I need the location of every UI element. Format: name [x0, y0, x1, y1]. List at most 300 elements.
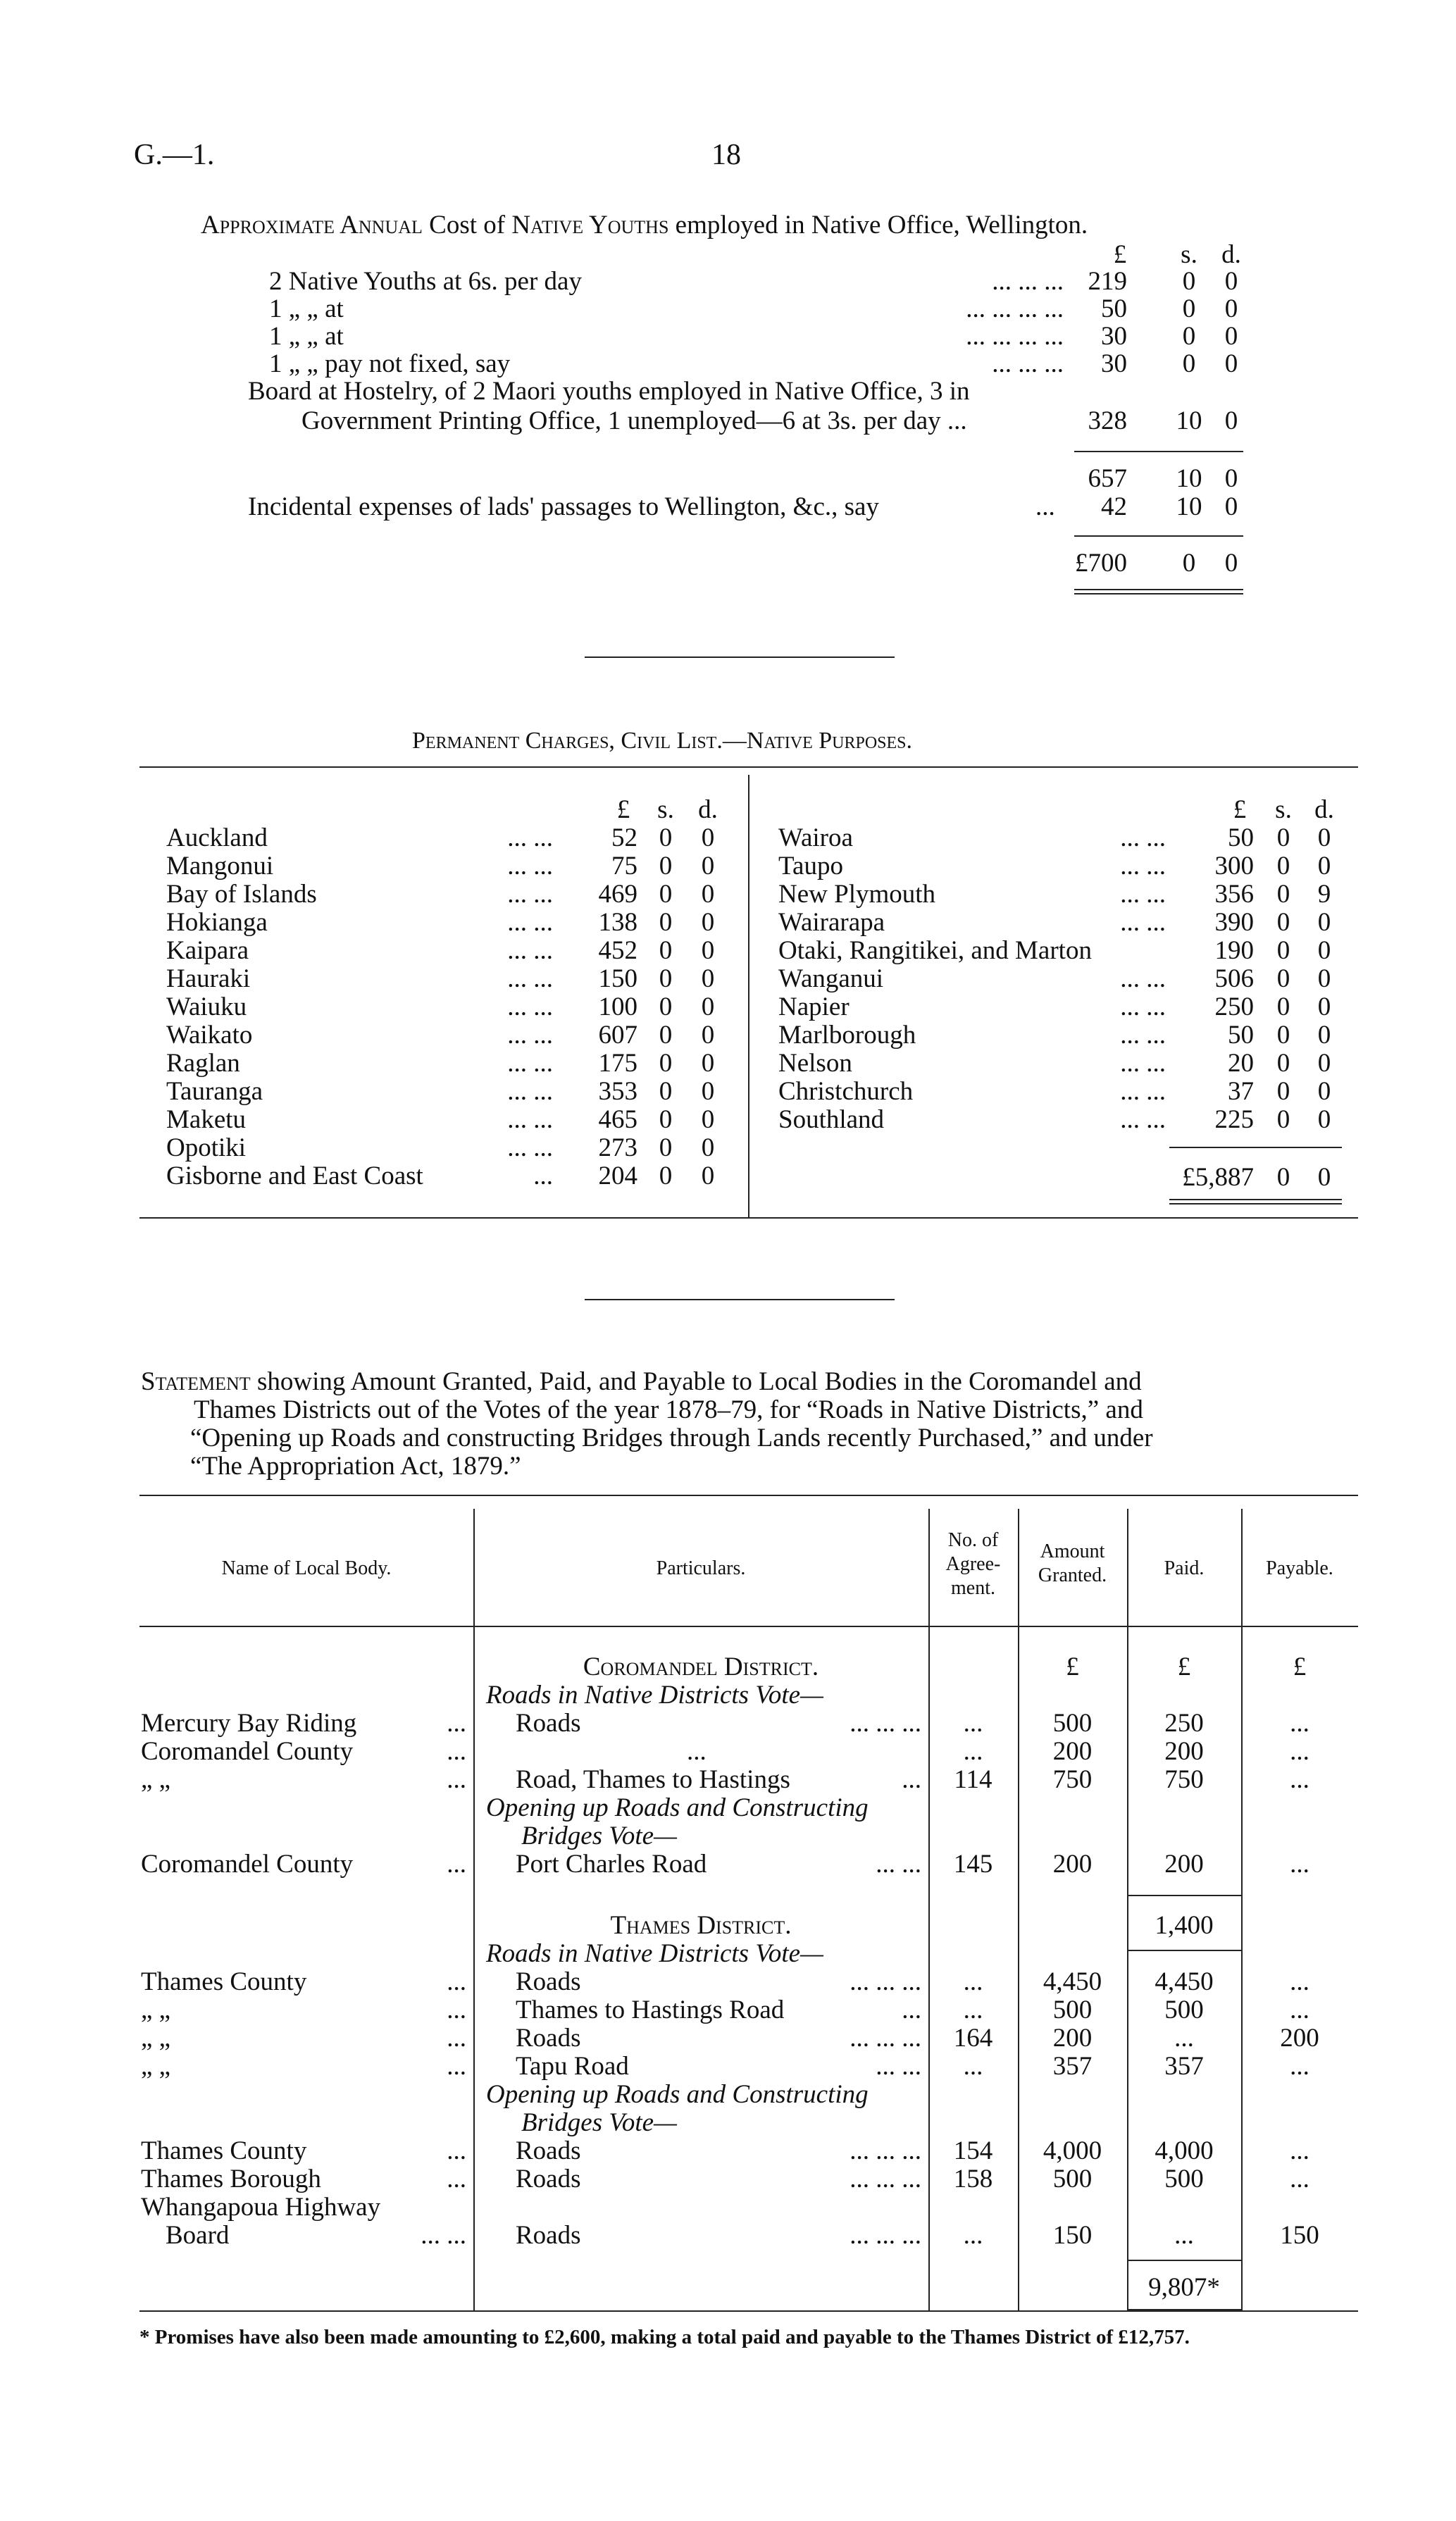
stmt-row-particulars-dots: ... [902, 1765, 921, 1794]
perm-total-double-rule-1 [1169, 1199, 1342, 1200]
perm-right-shillings: 0 [1276, 823, 1290, 852]
cost-total-pounds: £700 [1075, 549, 1127, 578]
perm-left-pounds: 469 [598, 880, 637, 909]
perm-right-dots: ... ... [1120, 823, 1166, 852]
cost-subtotal-shillings: 10 [1176, 464, 1202, 493]
document-reference: G.—1. [134, 139, 215, 171]
cost-board-line2: Government Printing Office, 1 unemployed—6 at 3s. per day ... [301, 406, 967, 435]
stmt-row-body: „ „ [141, 1765, 171, 1794]
permanent-title-sc1: Permanent Charges, Civil List. [412, 728, 723, 754]
perm-left-shillings: 0 [659, 964, 673, 993]
cost-subtotal-pence: 0 [1224, 464, 1238, 493]
perm-right-shillings: 0 [1276, 1105, 1290, 1134]
perm-left-pounds: 150 [598, 964, 637, 993]
perm-total-pounds: £5,887 [1182, 1163, 1254, 1192]
perm-left-pounds: 452 [598, 936, 637, 965]
perm-left-pence: 0 [701, 908, 715, 937]
cost-row-pounds: 50 [1101, 294, 1127, 323]
perm-left-name: Waiuku [166, 992, 247, 1021]
stmt-coro-vote-opening-2: Bridges Vote— [521, 1822, 677, 1850]
perm-right-col-pounds: £ [1233, 795, 1247, 824]
stmt-whangapoua-body-dots: ... ... [421, 2221, 466, 2250]
perm-right-name: Wanganui [778, 964, 884, 993]
perm-right-pence: 0 [1317, 852, 1331, 880]
perm-left-pence: 0 [701, 1133, 715, 1162]
perm-left-shillings: 0 [659, 880, 673, 909]
stmt-row-paid: 750 [1164, 1765, 1204, 1794]
stmt-row-granted: 500 [1052, 1996, 1093, 2024]
statement-title-sc: Statement [141, 1367, 251, 1396]
statement-line-3: “Opening up Roads and constructing Bridges through Lands recently Purchased,” and under [190, 1424, 1153, 1452]
cost-title-word1: Cost [429, 211, 477, 239]
cost-subtotal-pounds: 657 [1088, 464, 1127, 493]
stmt-header-agree-3: ment. [951, 1577, 995, 1599]
stmt-row-agreement: 158 [953, 2165, 993, 2193]
stmt-row-body: „ „ [141, 2052, 171, 2081]
perm-left-pence: 0 [701, 1021, 715, 1050]
cost-row-shillings: 0 [1182, 349, 1196, 378]
perm-left-pence: 0 [701, 880, 715, 909]
perm-left-dots: ... ... [507, 1077, 553, 1106]
perm-right-dots: ... ... [1120, 880, 1166, 909]
cost-row-dots: ... ... ... [992, 267, 1064, 296]
stmt-header-granted-1: Amount [1040, 1540, 1105, 1562]
stmt-row-agreement: ... [963, 1709, 983, 1738]
stmt-row-granted: 357 [1052, 2052, 1093, 2081]
perm-right-shillings: 0 [1276, 908, 1290, 937]
perm-left-pounds: 465 [598, 1105, 637, 1134]
cost-title-sc1: Approximate Annual [201, 211, 423, 239]
stmt-row-granted: 750 [1052, 1765, 1093, 1794]
stmt-row-particulars-dots: ... ... ... [850, 2024, 921, 2053]
stmt-row-particulars-dots: ... ... ... [850, 1967, 921, 1996]
cost-row-pounds: 219 [1088, 267, 1127, 296]
perm-left-dots: ... ... [507, 880, 553, 909]
statement-line-1-text: showing Amount Granted, Paid, and Payable to Local Bodies in the Coromandel and [256, 1367, 1142, 1396]
perm-left-pounds: 75 [611, 852, 637, 880]
stmt-thames-total: 9,807* [1148, 2273, 1220, 2302]
stmt-row-granted: 200 [1052, 2024, 1093, 2053]
perm-right-pounds: 390 [1214, 908, 1254, 937]
perm-right-name: Otaki, Rangitikei, and Marton [778, 936, 1092, 965]
perm-right-shillings: 0 [1276, 1077, 1290, 1106]
perm-left-dots: ... ... [507, 992, 553, 1021]
stmt-whangapoua-particulars-dots: ... ... ... [850, 2221, 921, 2250]
stmt-row-body: Thames County [141, 1967, 307, 1996]
perm-right-name: Southland [778, 1105, 885, 1134]
cost-row-pence: 0 [1224, 267, 1238, 296]
perm-left-pence: 0 [701, 964, 715, 993]
perm-left-name: Auckland [166, 823, 268, 852]
stmt-thames-vote-native: Roads in Native Districts Vote— [486, 1939, 823, 1968]
perm-left-dots: ... [533, 1162, 553, 1190]
stmt-row-body-dots: ... [447, 1850, 466, 1879]
stmt-row-body-dots: ... [447, 1709, 466, 1738]
perm-left-dots: ... ... [507, 1049, 553, 1078]
perm-left-pence: 0 [701, 852, 715, 880]
stmt-row-particulars: Roads [516, 2165, 581, 2193]
statement-line-2: Thames Districts out of the Votes of the year 1878–79, for “Roads in Native Districts,” and [194, 1395, 1143, 1424]
cost-row-label: 1 „ „ at [269, 322, 344, 351]
stmt-whangapoua-agreement: ... [963, 2221, 983, 2250]
cost-incidental-shillings: 10 [1176, 492, 1202, 521]
stmt-row-body: „ „ [141, 1996, 171, 2024]
stmt-row-agreement: ... [963, 1737, 983, 1766]
stmt-row-agreement: 145 [953, 1850, 993, 1879]
stmt-row-agreement: ... [963, 1996, 983, 2024]
stmt-row-paid: 200 [1164, 1737, 1204, 1766]
stmt-row-paid: 357 [1164, 2052, 1204, 2081]
perm-right-pounds: 225 [1214, 1105, 1254, 1134]
perm-left-name: Hokianga [166, 908, 268, 937]
stmt-header-agree-2: Agree- [945, 1553, 1001, 1575]
stmt-row-particulars: Port Charles Road [516, 1850, 707, 1879]
stmt-row-body-dots: ... [447, 2052, 466, 2081]
stmt-row-body: Mercury Bay Riding [141, 1709, 357, 1738]
stmt-header-paid: Paid. [1164, 1557, 1205, 1579]
perm-left-pence: 0 [701, 1049, 715, 1078]
perm-left-pounds: 100 [598, 992, 637, 1021]
perm-right-pounds: 250 [1214, 992, 1254, 1021]
cost-col-pence: d. [1221, 240, 1241, 269]
permanent-title-dash: — [722, 728, 747, 754]
stmt-whangapoua-line-2: Board [166, 2221, 230, 2250]
perm-right-name: Marlborough [778, 1021, 916, 1050]
perm-left-pounds: 52 [611, 823, 637, 852]
permanent-column-rule [748, 775, 749, 1217]
cost-title [201, 210, 1088, 241]
permanent-title [412, 726, 912, 757]
section-divider-2 [585, 1299, 895, 1300]
cost-row-pence: 0 [1224, 322, 1238, 351]
perm-right-name: New Plymouth [778, 880, 936, 909]
stmt-row-agreement: ... [963, 1967, 983, 1996]
cost-row-shillings: 0 [1182, 267, 1196, 296]
cost-row-pounds: 30 [1101, 349, 1127, 378]
stmt-currency-payable: £ [1293, 1652, 1307, 1681]
footnote: * Promises have also been made amounting to £2,600, making a total paid and payable to the Thames District of £12,757. [139, 2326, 1190, 2348]
perm-right-pounds: 506 [1214, 964, 1254, 993]
perm-total-shillings: 0 [1276, 1163, 1290, 1192]
perm-left-shillings: 0 [659, 1162, 673, 1190]
perm-right-pence: 0 [1317, 1105, 1331, 1134]
page-number: 18 [711, 139, 741, 171]
stmt-row-payable: ... [1290, 1765, 1309, 1794]
stmt-row-body-dots: ... [447, 2024, 466, 2053]
perm-right-pounds: 356 [1214, 880, 1254, 909]
cost-col-shillings: s. [1181, 240, 1197, 269]
perm-left-shillings: 0 [659, 1105, 673, 1134]
perm-right-dots: ... ... [1120, 1105, 1166, 1134]
perm-total-pence: 0 [1317, 1163, 1331, 1192]
stmt-column-rule [473, 1509, 475, 2310]
perm-right-dots: ... ... [1120, 1049, 1166, 1078]
stmt-row-granted: 500 [1052, 2165, 1093, 2193]
cost-board-pounds: 328 [1088, 406, 1127, 435]
stmt-row-body: Coromandel County [141, 1737, 354, 1766]
perm-right-pence: 0 [1317, 964, 1331, 993]
perm-right-name: Nelson [778, 1049, 852, 1078]
perm-left-name: Tauranga [166, 1077, 263, 1106]
perm-right-dots: ... ... [1120, 964, 1166, 993]
cost-row-label: 1 „ „ at [269, 294, 344, 323]
stmt-row-particulars: Tapu Road [516, 2052, 629, 2081]
cost-row-dots: ... ... ... [992, 349, 1064, 378]
stmt-row-paid: 4,450 [1155, 1967, 1214, 1996]
stmt-row-payable: 200 [1280, 2024, 1319, 2053]
cost-total-rule [1074, 535, 1243, 537]
stmt-row-paid: 250 [1164, 1709, 1204, 1738]
perm-left-dots: ... ... [507, 1133, 553, 1162]
perm-right-pence: 0 [1317, 1077, 1331, 1106]
perm-left-name: Gisborne and East Coast [166, 1162, 423, 1190]
perm-left-col-shillings: s. [657, 795, 674, 824]
perm-left-shillings: 0 [659, 936, 673, 965]
stmt-row-particulars-dots: ... ... [876, 2052, 921, 2081]
stmt-row-body-dots: ... [447, 2136, 466, 2165]
perm-left-col-pence: d. [698, 795, 718, 824]
perm-left-pence: 0 [701, 1162, 715, 1190]
perm-left-col-pounds: £ [616, 795, 630, 824]
perm-left-dots: ... ... [507, 908, 553, 937]
stmt-coro-subtotal: 1,400 [1155, 1911, 1214, 1940]
stmt-top-rule [139, 1495, 1358, 1496]
perm-right-name: Napier [778, 992, 850, 1021]
permanent-title-sc2: Native Purposes. [746, 728, 913, 754]
perm-right-dots: ... ... [1120, 908, 1166, 937]
stmt-row-body: „ „ [141, 2024, 171, 2053]
perm-left-dots: ... ... [507, 1105, 553, 1134]
perm-left-pence: 0 [701, 1105, 715, 1134]
permanent-bottom-rule [139, 1217, 1358, 1219]
stmt-currency-paid: £ [1177, 1652, 1191, 1681]
perm-left-name: Mangonui [166, 852, 274, 880]
stmt-row-particulars-dots: ... ... [876, 1850, 921, 1879]
stmt-row-paid: 500 [1164, 2165, 1204, 2193]
perm-right-dots: ... ... [1120, 1077, 1166, 1106]
perm-left-name: Opotiki [166, 1133, 247, 1162]
perm-right-shillings: 0 [1276, 852, 1290, 880]
perm-left-shillings: 0 [659, 823, 673, 852]
stmt-row-paid: 500 [1164, 1996, 1204, 2024]
stmt-row-body-dots: ... [447, 2165, 466, 2193]
cost-row-shillings: 0 [1182, 294, 1196, 323]
stmt-row-particulars-dots: ... ... ... [850, 2165, 921, 2193]
cost-row-pence: 0 [1224, 349, 1238, 378]
perm-right-name: Wairarapa [778, 908, 885, 937]
perm-right-dots: ... ... [1120, 992, 1166, 1021]
perm-left-name: Raglan [166, 1049, 240, 1078]
permanent-top-rule [139, 766, 1358, 768]
section-divider [585, 656, 895, 658]
stmt-row-body-dots: ... [447, 1967, 466, 1996]
cost-incidental-label: Incidental expenses of lads' passages to Wellington, &c., say [248, 492, 879, 521]
perm-right-shillings: 0 [1276, 964, 1290, 993]
perm-right-pounds: 50 [1228, 1021, 1254, 1050]
perm-left-shillings: 0 [659, 908, 673, 937]
perm-right-shillings: 0 [1276, 1049, 1290, 1078]
stmt-row-body-dots: ... [447, 1765, 466, 1794]
cost-total-double-rule-1 [1074, 589, 1243, 590]
stmt-row-particulars: Roads [516, 2024, 581, 2053]
stmt-thames-heading: Thames District. [610, 1911, 792, 1940]
perm-right-pence: 0 [1317, 1021, 1331, 1050]
stmt-row-granted: 4,000 [1043, 2136, 1102, 2165]
stmt-row-payable: ... [1290, 2136, 1309, 2165]
statement-line-1 [141, 1367, 1359, 1398]
stmt-coro-subtotal-rule-top [1127, 1895, 1241, 1896]
stmt-row-paid: 4,000 [1155, 2136, 1214, 2165]
perm-left-pence: 0 [701, 1077, 715, 1106]
perm-right-name: Christchurch [778, 1077, 914, 1106]
cost-row-dots: ... ... ... ... [966, 294, 1064, 323]
cost-incidental-pounds: 42 [1101, 492, 1127, 521]
perm-right-pence: 0 [1317, 936, 1331, 965]
stmt-row-particulars-dots: ... ... ... [850, 1709, 921, 1738]
stmt-bottom-rule [139, 2310, 1358, 2312]
stmt-row-particulars: Thames to Hastings Road [516, 1996, 785, 2024]
perm-right-pence: 0 [1317, 1049, 1331, 1078]
perm-right-pounds: 37 [1228, 1077, 1254, 1106]
statement-line-4: “The Appropriation Act, 1879.” [190, 1452, 521, 1481]
stmt-row-granted: 500 [1052, 1709, 1093, 1738]
cost-subtotal-rule [1074, 451, 1243, 452]
stmt-whangapoua-paid: ... [1174, 2221, 1194, 2250]
perm-left-dots: ... ... [507, 1021, 553, 1050]
cost-row-label: 1 „ „ pay not fixed, say [269, 349, 511, 378]
cost-total-pence: 0 [1224, 549, 1238, 578]
stmt-row-agreement: 164 [953, 2024, 993, 2053]
cost-board-pence: 0 [1224, 406, 1238, 435]
stmt-header-granted-2: Granted. [1038, 1564, 1107, 1586]
stmt-row-agreement: 154 [953, 2136, 993, 2165]
stmt-row-granted: 200 [1052, 1737, 1093, 1766]
perm-left-name: Hauraki [166, 964, 251, 993]
stmt-row-particulars: ... [687, 1737, 707, 1766]
cost-board-line1: Board at Hostelry, of 2 Maori youths employed in Native Office, 3 in [248, 377, 970, 406]
perm-right-pounds: 300 [1214, 852, 1254, 880]
perm-total-rule [1169, 1147, 1342, 1148]
stmt-header-particulars: Particulars. [656, 1557, 746, 1579]
perm-left-shillings: 0 [659, 1133, 673, 1162]
stmt-row-payable: ... [1290, 1996, 1309, 2024]
stmt-row-particulars: Road, Thames to Hastings [516, 1765, 790, 1794]
perm-right-shillings: 0 [1276, 1021, 1290, 1050]
perm-left-pence: 0 [701, 823, 715, 852]
cost-row-pounds: 30 [1101, 322, 1127, 351]
stmt-row-agreement: 114 [954, 1765, 993, 1794]
cost-incidental-dots: ... [1035, 492, 1055, 521]
stmt-row-agreement: ... [963, 2052, 983, 2081]
perm-right-pounds: 50 [1228, 823, 1254, 852]
stmt-row-payable: ... [1290, 1850, 1309, 1879]
perm-right-pounds: 190 [1214, 936, 1254, 965]
perm-left-shillings: 0 [659, 852, 673, 880]
perm-left-pounds: 175 [598, 1049, 637, 1078]
perm-left-name: Bay of Islands [166, 880, 317, 909]
cost-title-sc2: Native Youths [511, 211, 669, 239]
stmt-coro-vote-native: Roads in Native Districts Vote— [486, 1681, 823, 1710]
stmt-row-particulars: Roads [516, 2136, 581, 2165]
perm-left-shillings: 0 [659, 1021, 673, 1050]
cost-row-shillings: 0 [1182, 322, 1196, 351]
stmt-header-rule [139, 1626, 1358, 1627]
perm-left-dots: ... ... [507, 964, 553, 993]
cost-incidental-pence: 0 [1224, 492, 1238, 521]
perm-left-pounds: 353 [598, 1077, 637, 1106]
perm-left-pounds: 138 [598, 908, 637, 937]
perm-total-double-rule-2 [1169, 1203, 1342, 1205]
perm-right-shillings: 0 [1276, 880, 1290, 909]
stmt-thames-vote-opening-2: Bridges Vote— [521, 2108, 677, 2137]
perm-left-pounds: 273 [598, 1133, 637, 1162]
stmt-coromandel-heading: Coromandel District. [583, 1652, 819, 1681]
cost-row-pence: 0 [1224, 294, 1238, 323]
stmt-row-body: Coromandel County [141, 1850, 354, 1879]
perm-left-shillings: 0 [659, 1077, 673, 1106]
perm-left-pounds: 607 [598, 1021, 637, 1050]
stmt-coro-subtotal-rule-bottom [1127, 1950, 1241, 1951]
stmt-whangapoua-granted: 150 [1052, 2221, 1093, 2250]
stmt-whangapoua-particulars: Roads [516, 2221, 581, 2250]
stmt-row-granted: 4,450 [1043, 1967, 1102, 1996]
stmt-row-paid: ... [1174, 2024, 1194, 2053]
perm-right-pence: 0 [1317, 823, 1331, 852]
stmt-row-payable: ... [1290, 2165, 1309, 2193]
stmt-row-granted: 200 [1052, 1850, 1093, 1879]
cost-total-shillings: 0 [1182, 549, 1196, 578]
perm-right-pence: 0 [1317, 992, 1331, 1021]
stmt-row-payable: ... [1290, 1709, 1309, 1738]
perm-left-shillings: 0 [659, 1049, 673, 1078]
perm-left-dots: ... ... [507, 823, 553, 852]
cost-title-rest: employed in Native Office, Wellington. [675, 211, 1088, 239]
perm-left-pounds: 204 [598, 1162, 637, 1190]
stmt-thames-vote-opening-1: Opening up Roads and Constructing [486, 2080, 869, 2109]
perm-left-name: Kaipara [166, 936, 249, 965]
perm-right-col-shillings: s. [1275, 795, 1292, 824]
stmt-whangapoua-payable: 150 [1280, 2221, 1319, 2250]
perm-right-shillings: 0 [1276, 992, 1290, 1021]
stmt-row-payable: ... [1290, 2052, 1309, 2081]
perm-right-dots: ... ... [1120, 1021, 1166, 1050]
stmt-header-agree-1: No. of [947, 1529, 999, 1551]
perm-right-pounds: 20 [1228, 1049, 1254, 1078]
stmt-row-body: Thames Borough [141, 2165, 321, 2193]
perm-left-dots: ... ... [507, 852, 553, 880]
cost-row-dots: ... ... ... ... [966, 322, 1064, 351]
stmt-row-paid: 200 [1164, 1850, 1204, 1879]
stmt-header-name: Name of Local Body. [221, 1557, 392, 1579]
stmt-row-body: Thames County [141, 2136, 307, 2165]
perm-right-name: Taupo [778, 852, 843, 880]
stmt-row-particulars-dots: ... ... ... [850, 2136, 921, 2165]
stmt-coro-vote-opening-1: Opening up Roads and Constructing [486, 1793, 869, 1822]
stmt-row-particulars-dots: ... [902, 1996, 921, 2024]
perm-right-name: Wairoa [778, 823, 853, 852]
stmt-header-payable: Payable. [1266, 1557, 1333, 1579]
perm-right-col-pence: d. [1314, 795, 1334, 824]
perm-left-pence: 0 [701, 936, 715, 965]
stmt-row-body-dots: ... [447, 1996, 466, 2024]
stmt-currency-granted: £ [1066, 1652, 1079, 1681]
perm-right-pence: 9 [1317, 880, 1331, 909]
perm-right-dots: ... ... [1120, 852, 1166, 880]
stmt-row-particulars: Roads [516, 1709, 581, 1738]
stmt-row-particulars: Roads [516, 1967, 581, 1996]
stmt-row-payable: ... [1290, 1737, 1309, 1766]
stmt-thames-total-rule-top [1127, 2260, 1241, 2261]
